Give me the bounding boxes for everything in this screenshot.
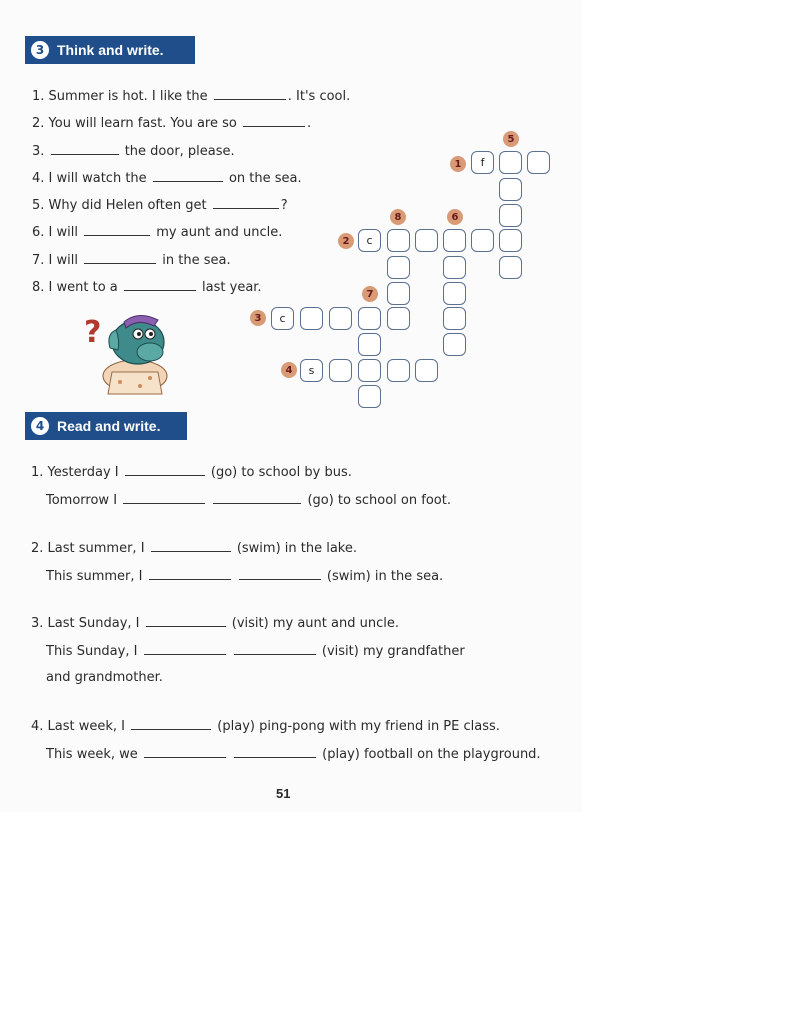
crossword-cell[interactable] (471, 229, 494, 252)
clue-number-3: 3 (250, 310, 266, 326)
exercise-text: (swim) in the lake. (236, 541, 357, 556)
exercise-text: 2. Last summer, I (31, 541, 145, 556)
sentence-text: on the sea. (228, 171, 302, 186)
exercise-3-line-1 (31, 615, 399, 631)
sentence-text: I will (48, 253, 78, 268)
clue-number-8: 8 (390, 209, 406, 225)
sentence-number: 2. (32, 116, 45, 131)
sentence-text: the door, please. (124, 144, 235, 159)
answer-blank[interactable] (125, 464, 205, 476)
sentence-5 (32, 197, 288, 213)
exercise-text: This Sunday, I (46, 644, 138, 659)
answer-blank[interactable] (234, 746, 316, 758)
exercise-text: (visit) my aunt and uncle. (231, 616, 399, 631)
crossword-cell[interactable] (358, 307, 381, 330)
crossword-cell[interactable] (387, 359, 410, 382)
exercise-text: 3. Last Sunday, I (31, 616, 140, 631)
exercise-text: This summer, I (46, 569, 143, 584)
exercise-text: (go) to school on foot. (307, 493, 451, 508)
clue-number-1: 1 (450, 156, 466, 172)
crossword-cell[interactable] (329, 307, 352, 330)
answer-blank[interactable] (144, 643, 226, 655)
sentence-7 (32, 252, 231, 268)
mascot-illustration (80, 304, 180, 396)
sentence-2 (32, 115, 311, 131)
crossword-cell[interactable]: c (271, 307, 294, 330)
sentence-text: . (307, 116, 312, 131)
crossword-cell[interactable] (443, 307, 466, 330)
exercise-text: (play) ping-pong with my friend in PE class. (217, 719, 500, 734)
sentence-number: 6. (32, 225, 45, 240)
clue-number-7: 7 (362, 286, 378, 302)
crossword-cell[interactable] (415, 229, 438, 252)
sentence-3 (32, 143, 235, 159)
sentence-text: in the sea. (162, 253, 231, 268)
answer-blank[interactable] (144, 746, 226, 758)
answer-blank[interactable] (243, 115, 305, 127)
exercise-text: and grandmother. (46, 670, 163, 685)
sentence-4 (32, 170, 302, 186)
exercise-text: (visit) my grandfather (321, 644, 465, 659)
exercise-text: 4. Last week, I (31, 719, 126, 734)
clue-number-2: 2 (338, 233, 354, 249)
clue-number-6: 6 (447, 209, 463, 225)
crossword-cell[interactable] (527, 151, 550, 174)
crossword-cell[interactable] (358, 359, 381, 382)
crossword-cell[interactable] (499, 256, 522, 279)
exercise-text: (swim) in the sea. (326, 569, 444, 584)
crossword-cell[interactable] (499, 204, 522, 227)
crossword-cell[interactable] (443, 229, 466, 252)
sentence-8 (32, 279, 262, 295)
answer-blank[interactable] (149, 568, 231, 580)
sentence-number: 7. (32, 253, 45, 268)
crossword-cell[interactable] (499, 151, 522, 174)
crossword-cell[interactable]: s (300, 359, 323, 382)
crossword-cell[interactable] (499, 178, 522, 201)
clue-number-5: 5 (503, 131, 519, 147)
sentence-number: 3. (32, 144, 45, 159)
sentence-text: last year. (202, 280, 262, 295)
sentence-6 (32, 224, 282, 240)
answer-blank[interactable] (124, 279, 196, 291)
answer-blank[interactable] (153, 170, 223, 182)
question-mark-icon: ? (84, 315, 102, 350)
answer-blank[interactable] (84, 252, 156, 264)
crossword-cell[interactable]: f (471, 151, 494, 174)
crossword-cell[interactable] (443, 256, 466, 279)
sentence-number: 8. (32, 280, 45, 295)
answer-blank[interactable] (84, 224, 150, 236)
page-number: 51 (276, 786, 291, 801)
sentence-text: I will (48, 225, 78, 240)
exercise-4-line-1 (31, 718, 500, 734)
sentence-text: ? (280, 198, 288, 213)
exercise-text: 1. Yesterday I (31, 465, 119, 480)
sentence-text: . It's cool. (287, 89, 351, 104)
answer-blank[interactable] (51, 143, 119, 155)
crossword-cell[interactable] (300, 307, 323, 330)
crossword-cell[interactable] (443, 282, 466, 305)
crossword-cell[interactable] (443, 333, 466, 356)
crossword-cell[interactable] (387, 229, 410, 252)
sentence-text: You will learn fast. You are so (48, 116, 237, 131)
exercise-1-line-1 (31, 464, 352, 480)
answer-blank[interactable] (131, 718, 211, 730)
answer-blank[interactable] (146, 615, 226, 627)
crossword-cell[interactable] (329, 359, 352, 382)
answer-blank[interactable] (214, 88, 286, 100)
exercise-2-line-2 (46, 568, 443, 584)
answer-blank[interactable] (213, 197, 279, 209)
crossword-cell[interactable] (358, 333, 381, 356)
sentence-text: I will watch the (48, 171, 147, 186)
answer-blank[interactable] (213, 492, 301, 504)
answer-blank[interactable] (123, 492, 205, 504)
section-3-number: 3 (31, 41, 49, 59)
crossword-cell[interactable] (387, 282, 410, 305)
crossword-cell[interactable] (358, 385, 381, 408)
section-4-title: Read and write. (57, 418, 161, 434)
crossword-cell[interactable] (499, 229, 522, 252)
sentence-1 (32, 88, 350, 104)
exercise-text: (play) football on the playground. (322, 747, 541, 762)
clue-number-4: 4 (281, 362, 297, 378)
sentence-text: Summer is hot. I like the (48, 89, 208, 104)
sentence-number: 5. (32, 198, 45, 213)
answer-blank[interactable] (151, 540, 231, 552)
sentence-text: my aunt and uncle. (156, 225, 283, 240)
crossword-cell[interactable]: c (358, 229, 381, 252)
answer-blank[interactable] (234, 643, 316, 655)
section-3-header (25, 36, 195, 64)
crossword-cell[interactable] (415, 359, 438, 382)
section-4-number: 4 (31, 417, 49, 435)
exercise-text: (go) to school by bus. (210, 465, 352, 480)
exercise-3-line-2 (46, 643, 465, 659)
exercise-text: This week, we (46, 747, 138, 762)
crossword-cell[interactable] (387, 307, 410, 330)
exercise-3-line-3 (46, 670, 163, 685)
exercise-4-line-2 (46, 746, 541, 762)
crossword-cell[interactable] (387, 256, 410, 279)
exercise-2-line-1 (31, 540, 357, 556)
section-3-title: Think and write. (57, 42, 164, 58)
answer-blank[interactable] (239, 568, 321, 580)
sentence-number: 4. (32, 171, 45, 186)
sentence-text: Why did Helen often get (48, 198, 207, 213)
exercise-text: Tomorrow I (46, 493, 118, 508)
exercise-1-line-2 (46, 492, 451, 508)
sentence-number: 1. (32, 89, 45, 104)
section-4-header (25, 412, 187, 440)
sentence-text: I went to a (48, 280, 118, 295)
